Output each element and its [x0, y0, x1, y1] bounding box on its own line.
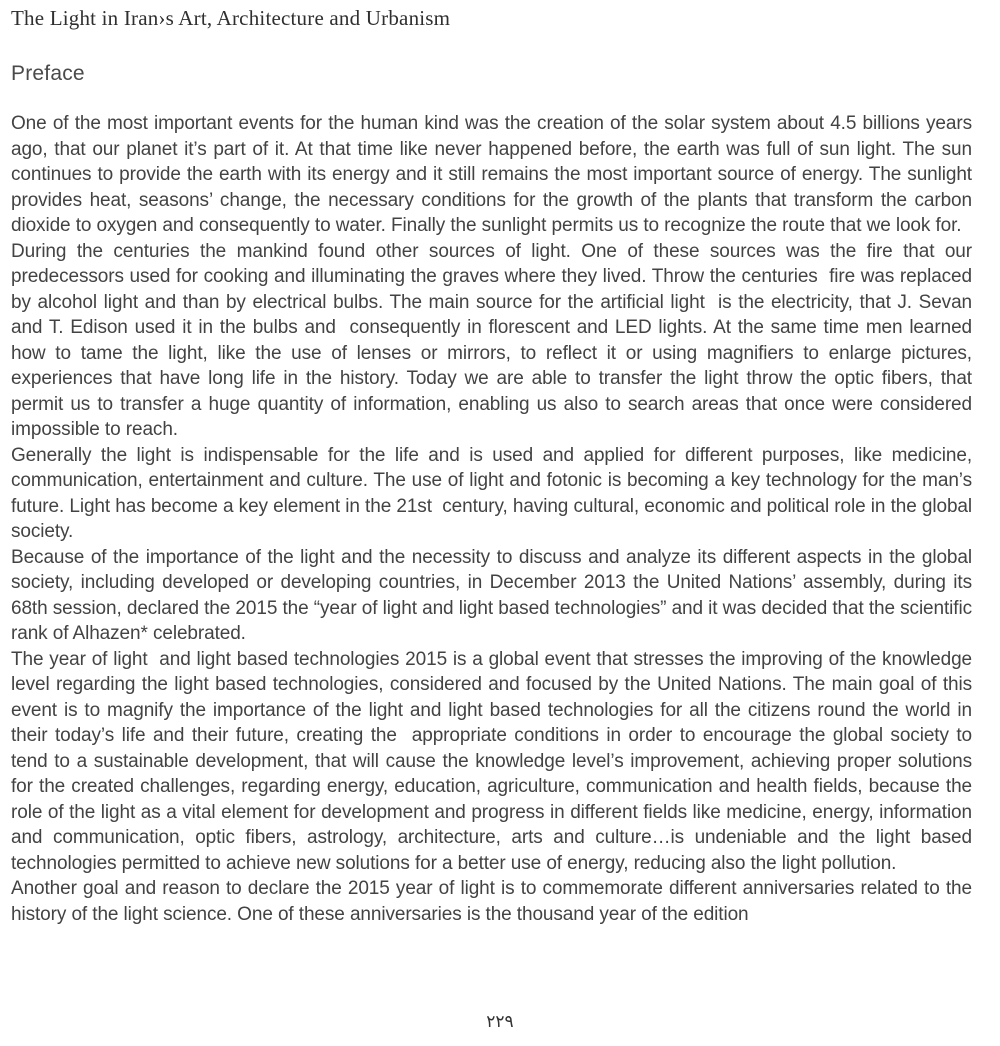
preface-body [11, 111, 978, 927]
preface-heading: Preface [11, 62, 85, 85]
paragraph-year-of-light-goals: The year of light and light based technologies 2015 is a global event that stresses the improving of the knowledge level regarding the light based technologies, considered and focused by the United Nations. The main goal of this event is to magnify the importance of the light and light based technologies for all the citizens round the world in their today’s life and their future, creating the appropriate conditions in order to encourage the global society to tend to a sustainable development, that will cause the knowledge level’s improvement, achieving proper solutions for the created challenges, regarding energy, education, agriculture, communication and health fields, because the role of the light as a vital element for development and progress in different fields like medicine, energy, information and communication, optic fibers, astrology, architecture, arts and culture…is undeniable and the light based technologies permitted to achieve new solutions for a better use of energy, reducing also the light pollution. [11, 648, 978, 874]
paragraph-solar-system: One of the most important events for the human kind was the creation of the solar system about 4.5 billions years ago, that our planet it’s part of it. At that time like never happened before, the earth was full of sun light. The sun continues to provide the earth with its energy and it still remains the most important source of energy. The sunlight provides heat, seasons’ change, the necessary conditions for the growth of the plants that transform the carbon dioxide to oxygen and consequently to water. Finally the sunlight permits us to recognize the route that we look for. [11, 113, 978, 236]
paragraph-light-purposes: Generally the light is indispensable for the life and is used and applied for different purposes, like medicine, communication, entertainment and culture. The use of light and fotonic is becoming a key technology for the man’s future. Light has become a key element in the 21st century, having cultural, economic and political role in the global society. [11, 444, 978, 542]
paragraph-sources-of-light: During the centuries the mankind found other sources of light. One of these sources was the fire that our predecessors used for cooking and illuminating the graves where they lived. Throw the centuries fire was replaced by alcohol light and than by electrical bulbs. The main source for the artificial light is the electricity, that J. Sevan and T. Edison used it in the bulbs and consequently in florescent and LED lights. At the same time men learned how to tame the light, like the use of lenses or mirrors, to reflect it or using magnifiers to enlarge pictures, experiences that have long life in the history. Today we are able to transfer the light throw the optic fibers, that permit us to transfer a huge quantity of information, enabling us also to search areas that once were considered impossible to reach. [11, 240, 978, 440]
page-number: ٢٢٩ [486, 1012, 514, 1032]
document-title: The Light in Iran›s Art, Architecture and Urbanism [11, 6, 451, 30]
paragraph-un-declaration: Because of the importance of the light and the necessity to discuss and analyze its different aspects in the global society, including developed or developing countries, in December 2013 the United Nations’ assembly, during its 68th session, declared the 2015 the “year of light and light based technologies” and it was decided that the scientific rank of Alhazen* celebrated. [11, 546, 978, 644]
paragraph-anniversaries: Another goal and reason to declare the 2015 year of light is to commemorate different anniversaries related to the history of the light science. One of these anniversaries is the thousand year of the edition [11, 878, 978, 925]
